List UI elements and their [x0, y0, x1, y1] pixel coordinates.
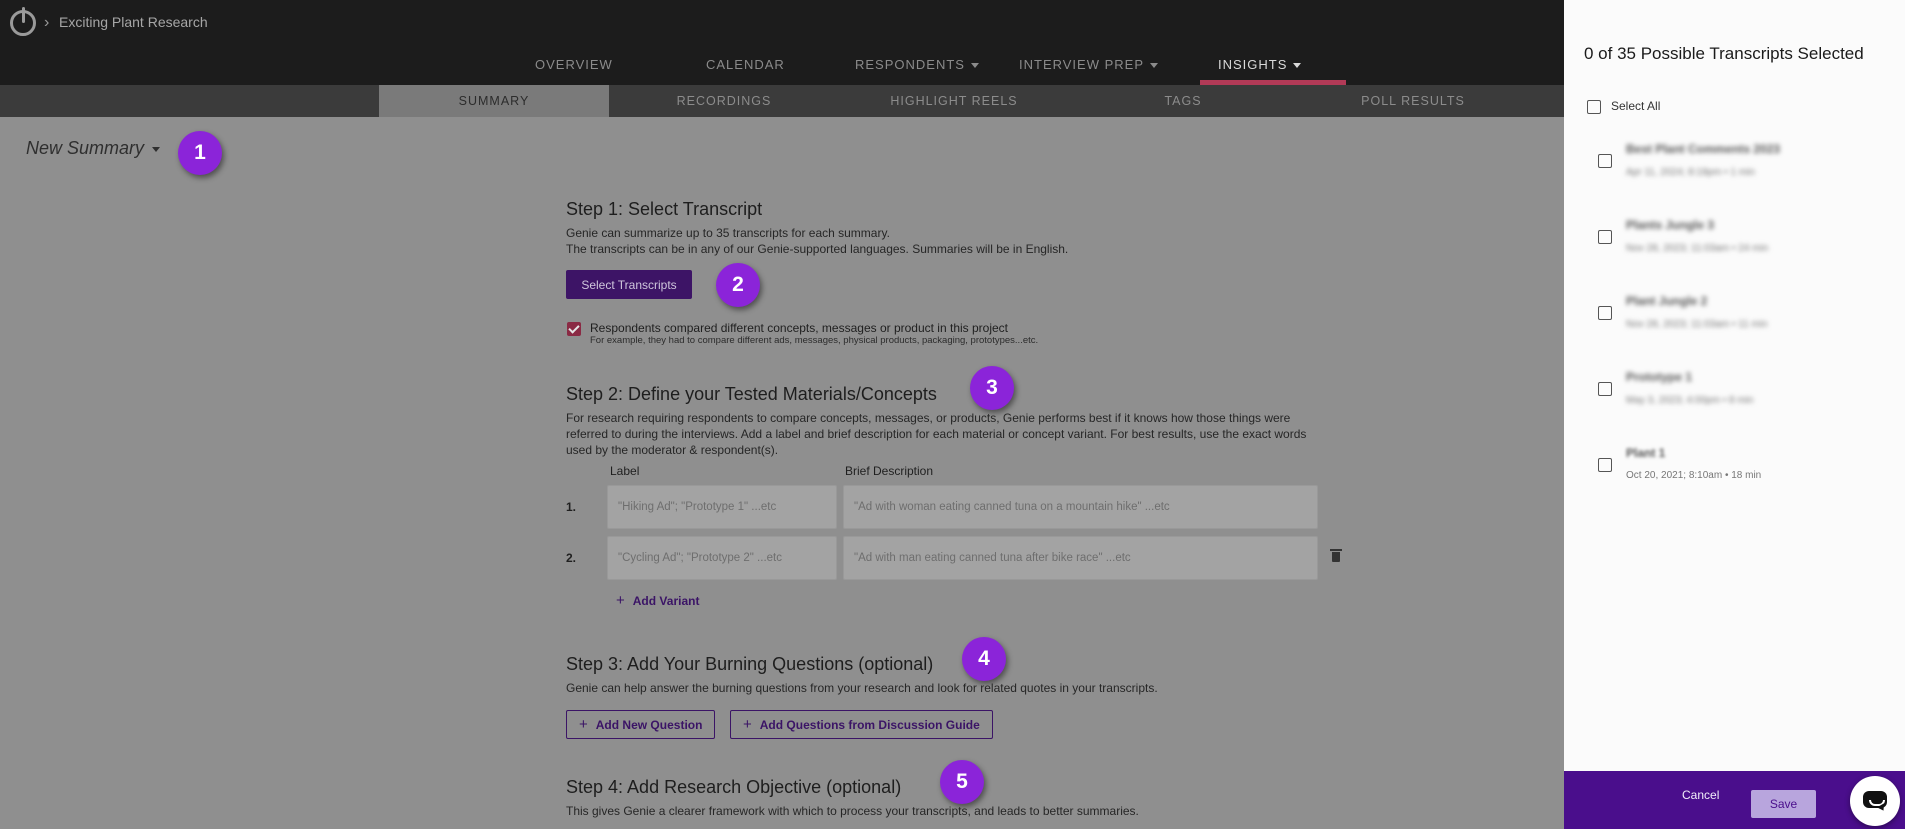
- transcript-meta: Oct 20, 2021; 8:10am • 18 min: [1626, 470, 1762, 481]
- add-questions-from-guide-button[interactable]: [730, 710, 993, 739]
- add-new-question-label: Add New Question: [595, 718, 703, 732]
- step2-description: For research requiring respondents to compare concepts, messages, or products, Genie performs best if it knows how those things were referred to during the interviews. Add a label and brief description for each material or concept variant. For best results, use the exact words used by the moderator & respondent(s).: [566, 411, 1307, 457]
- step-badge-4: 4: [962, 637, 1006, 681]
- compare-concepts-checkbox[interactable]: [567, 322, 581, 336]
- add-variant-button[interactable]: [616, 592, 699, 609]
- step4-description: This gives Genie a clearer framework with which to process your transcripts, and leads to better summaries.: [566, 804, 1139, 818]
- transcript-name: Prototype 1: [1626, 370, 1693, 384]
- nav-overview-label: OVERVIEW: [535, 57, 613, 72]
- caret-down-icon: [1150, 63, 1158, 68]
- transcript-meta: Nov 28, 2023; 11:03am • 11 min: [1626, 319, 1768, 330]
- step1-text-2: The transcripts can be in any of our Genie-supported languages. Summaries will be in English.: [566, 242, 1069, 256]
- select-all-checkbox[interactable]: [1587, 100, 1601, 114]
- tab-recordings[interactable]: RECORDINGS: [676, 94, 772, 108]
- variant-row-number: 1.: [566, 500, 577, 514]
- transcript-name: Best Plant Comments 2023: [1626, 142, 1781, 156]
- nav-calendar[interactable]: [706, 57, 785, 72]
- compare-concepts-label: Respondents compared different concepts, messages or product in this project: [590, 321, 1009, 335]
- variant-2-label-input[interactable]: [607, 536, 837, 580]
- save-button[interactable]: Save: [1751, 790, 1816, 818]
- caret-down-icon: [1293, 63, 1301, 68]
- cancel-button[interactable]: Cancel: [1682, 788, 1720, 802]
- nav-respondents[interactable]: [855, 57, 979, 72]
- nav-interview-prep-label: INTERVIEW PREP: [1019, 57, 1145, 72]
- chevron-right-icon: ›: [44, 14, 50, 31]
- transcript-checkbox[interactable]: [1598, 382, 1612, 396]
- description-column-header: Brief Description: [845, 464, 934, 478]
- transcript-name: Plant Jungle 2: [1626, 294, 1708, 308]
- transcript-meta: Nov 28, 2023; 11:03am • 24 min: [1626, 243, 1769, 254]
- transcript-checkbox[interactable]: [1598, 154, 1612, 168]
- step-badge-1: 1: [178, 131, 222, 175]
- nav-insights-label: INSIGHTS: [1218, 57, 1288, 72]
- nav-insights[interactable]: [1218, 57, 1301, 72]
- plus-icon: +: [616, 592, 625, 609]
- tab-poll-results[interactable]: POLL RESULTS: [1361, 94, 1465, 108]
- step-badge-2: 2: [716, 263, 760, 307]
- trash-icon[interactable]: [1332, 552, 1340, 562]
- caret-down-icon: [971, 63, 979, 68]
- variant-1-label-input[interactable]: [607, 485, 837, 529]
- step-badge-3: 3: [970, 366, 1014, 410]
- transcript-name: Plant 1: [1626, 446, 1666, 460]
- transcript-name: Plants Jungle 3: [1626, 218, 1715, 232]
- select-all-label[interactable]: Select All: [1611, 99, 1661, 113]
- variant-2-description-input[interactable]: [843, 536, 1318, 580]
- step1-title: Step 1: Select Transcript: [566, 199, 763, 219]
- panel-footer: [1564, 771, 1905, 829]
- top-header: [0, 0, 1564, 85]
- app-logo-icon[interactable]: [10, 10, 36, 36]
- chat-icon: [1863, 791, 1887, 808]
- project-title[interactable]: Exciting Plant Research: [59, 14, 208, 30]
- variant-row-number: 2.: [566, 551, 577, 565]
- label-column-header: Label: [610, 464, 640, 478]
- sub-tabs: [0, 85, 1564, 117]
- step1-text-1: Genie can summarize up to 35 transcripts for each summary.: [566, 226, 890, 240]
- compare-concepts-hint: For example, they had to compare different ads, messages, physical products, packaging, prototypes...etc.: [590, 335, 1039, 346]
- select-transcripts-button[interactable]: Select Transcripts: [566, 270, 692, 299]
- step2-title: Step 2: Define your Tested Materials/Concepts: [566, 384, 937, 404]
- step3-title: Step 3: Add Your Burning Questions (optional): [566, 654, 934, 674]
- summary-dropdown[interactable]: [26, 138, 160, 159]
- transcript-meta: May 3, 2023; 4:00pm • 8 min: [1626, 395, 1754, 406]
- tab-summary[interactable]: SUMMARY: [379, 85, 609, 117]
- tab-highlight-reels[interactable]: HIGHLIGHT REELS: [890, 94, 1018, 108]
- panel-title: 0 of 35 Possible Transcripts Selected: [1584, 44, 1864, 63]
- step3-description: Genie can help answer the burning questions from your research and look for related quotes in your transcripts.: [566, 681, 1158, 695]
- add-variant-label: Add Variant: [632, 594, 700, 608]
- summary-dropdown-label: New Summary: [26, 138, 145, 158]
- caret-down-icon: [152, 147, 160, 152]
- nav-respondents-label: RESPONDENTS: [855, 57, 965, 72]
- plus-icon: +: [579, 716, 588, 733]
- tab-tags[interactable]: TAGS: [1164, 94, 1202, 108]
- transcript-selection-panel: [1564, 0, 1905, 829]
- plus-icon: +: [743, 716, 752, 733]
- transcript-meta: Apr 11, 2024; 8:18pm • 1 min: [1626, 167, 1755, 178]
- variant-1-description-input[interactable]: [843, 485, 1318, 529]
- nav-interview-prep[interactable]: [1019, 57, 1158, 72]
- nav-calendar-label: CALENDAR: [706, 57, 785, 72]
- chat-support-button[interactable]: [1850, 776, 1900, 826]
- transcript-checkbox[interactable]: [1598, 458, 1612, 472]
- add-questions-from-guide-label: Add Questions from Discussion Guide: [759, 718, 980, 732]
- step4-title: Step 4: Add Research Objective (optional): [566, 777, 902, 797]
- transcript-checkbox[interactable]: [1598, 306, 1612, 320]
- transcript-checkbox[interactable]: [1598, 230, 1612, 244]
- step-badge-5: 5: [940, 760, 984, 804]
- nav-overview[interactable]: [535, 57, 613, 72]
- add-new-question-button[interactable]: [566, 710, 715, 739]
